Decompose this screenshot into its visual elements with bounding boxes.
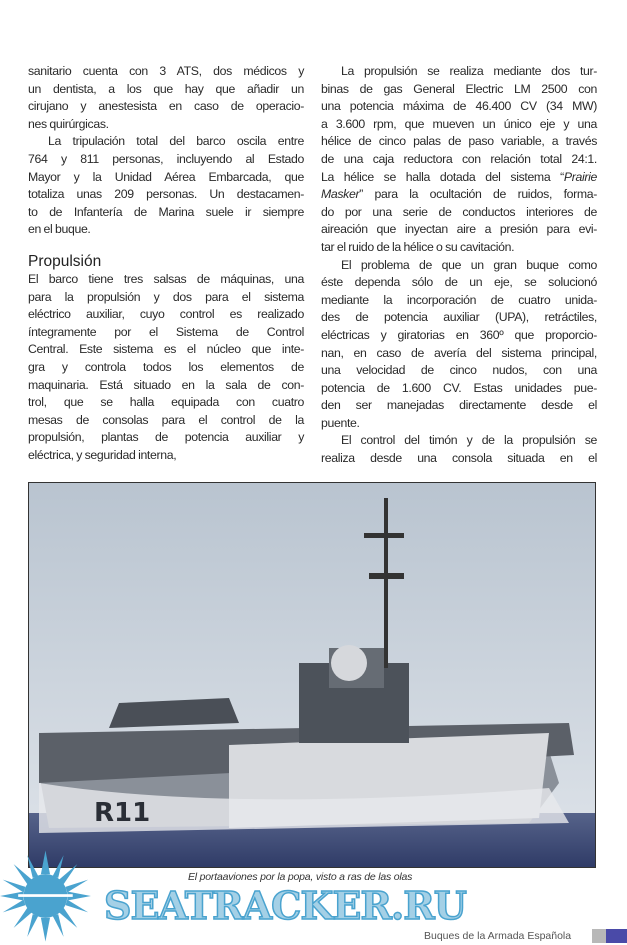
text-line: éste dependa sólo de un eje, se solucionó bbox=[321, 275, 597, 290]
text-line: a 3.600 rpm, que mueven un único eje y una bbox=[321, 116, 597, 131]
watermark: SEATRACKER.RU bbox=[104, 883, 466, 928]
text-line: propulsión, plantas de potencia auxiliar y bbox=[28, 430, 304, 445]
text-line: tar el ruido de la hélice o su cavitación. bbox=[321, 239, 515, 254]
footer-gray-square bbox=[592, 929, 606, 943]
text-line: sanitario cuenta con 3 ATS, dos médicos y bbox=[28, 64, 304, 78]
text-line: La propulsión se realiza mediante dos tur- bbox=[341, 64, 597, 78]
text-line: gra y controla todos los elementos de bbox=[28, 359, 304, 374]
footer-blue-bar bbox=[606, 929, 627, 943]
paragraph bbox=[28, 63, 304, 133]
text-line: den ser manejadas directamente desde el bbox=[321, 398, 597, 413]
text-line: eléctricas y giratorias en 360º que proporcio- bbox=[321, 327, 597, 342]
text-line: puente. bbox=[321, 415, 360, 430]
text-line: El control del timón y de la propulsión se bbox=[341, 433, 597, 448]
text-line: potencia de 1.600 CV. Estas unidades pue- bbox=[321, 380, 597, 395]
text-line: un dentista, a los que hay que añadir un bbox=[28, 81, 304, 96]
text-line: aireación que inyectan aire a presión para evi- bbox=[321, 222, 597, 237]
text-line: en el buque. bbox=[28, 222, 91, 237]
text-line: una potencia máxima de 46.400 CV (34 MW) bbox=[321, 99, 597, 114]
text-line: nes quirúrgicas. bbox=[28, 116, 109, 131]
photo-caption: El portaaviones por la popa, visto a ras de las olas bbox=[188, 871, 413, 883]
text-line: mesas de consolas para el control de la bbox=[28, 412, 304, 427]
text-line: una velocidad de cinco nudos, con una bbox=[321, 363, 597, 378]
text-line: hélice de cinco palas de paso variable, a través bbox=[321, 134, 597, 149]
text-line: Mayor y la Unidad Aérea Embarcada, que bbox=[28, 169, 304, 184]
text-line: Central. Este sistema es el núcleo que inte- bbox=[28, 342, 304, 357]
text-line: 764 y 811 personas, incluyendo al Estado bbox=[28, 151, 304, 166]
text-line: nan, en caso de avería del sistema principal, bbox=[321, 345, 597, 360]
text-line: trol, que se halla equipada con cuatro bbox=[28, 395, 304, 410]
text-line: mediante la incorporación de cuatro unida- bbox=[321, 292, 597, 307]
text-line: binas de gas General Electric LM 2500 con bbox=[321, 81, 597, 96]
text-line: do por una serie de conductos interiores de bbox=[321, 204, 597, 219]
right-column bbox=[321, 63, 597, 468]
text-line: La hélice se halla dotada del sistema “Prairie bbox=[321, 169, 597, 184]
section-heading: Propulsión bbox=[28, 252, 102, 270]
ship-photo bbox=[28, 482, 596, 868]
text-line: to de Infantería de Marina suele ir siempre bbox=[28, 204, 304, 219]
text-line: eléctrico auxiliar, cuyo control es realizado bbox=[28, 307, 304, 322]
text-line: íntegramente por el Sistema de Control bbox=[28, 324, 304, 339]
text-line: Masker” para la ocultación de ruidos, forma- bbox=[321, 187, 597, 202]
hull-number: R11 bbox=[94, 798, 151, 828]
text-line: para la propulsión y dos para el sistema bbox=[28, 289, 304, 304]
paragraph bbox=[321, 432, 597, 467]
footer-publication-title: Buques de la Armada Española bbox=[424, 930, 572, 942]
text-line: maquinaria. Está situado en la sala de con- bbox=[28, 377, 304, 392]
text-line: totaliza unas 209 personas. Un destacamen- bbox=[28, 187, 304, 202]
sun-logo-icon bbox=[0, 848, 100, 944]
paragraph bbox=[321, 63, 597, 257]
text-line: cirujano y anestesista en caso de operacio- bbox=[28, 99, 304, 114]
left-column bbox=[28, 63, 304, 464]
text-line: des de potencia auxiliar (UPA), retráctiles, bbox=[321, 310, 597, 325]
text-line: La tripulación total del barco oscila entre bbox=[48, 134, 304, 149]
text-line: El barco tiene tres salsas de máquinas, una bbox=[28, 271, 304, 286]
text-line: realiza desde una consola situada en el bbox=[321, 451, 597, 466]
paragraph bbox=[28, 271, 304, 465]
text-line: de una caja reductora con relación total 24:1. bbox=[321, 151, 597, 166]
paragraph bbox=[28, 133, 304, 239]
text-line: eléctrica, y seguridad interna, bbox=[28, 447, 177, 462]
text-line: El problema de que un gran buque como bbox=[341, 257, 597, 272]
paragraph bbox=[321, 257, 597, 433]
